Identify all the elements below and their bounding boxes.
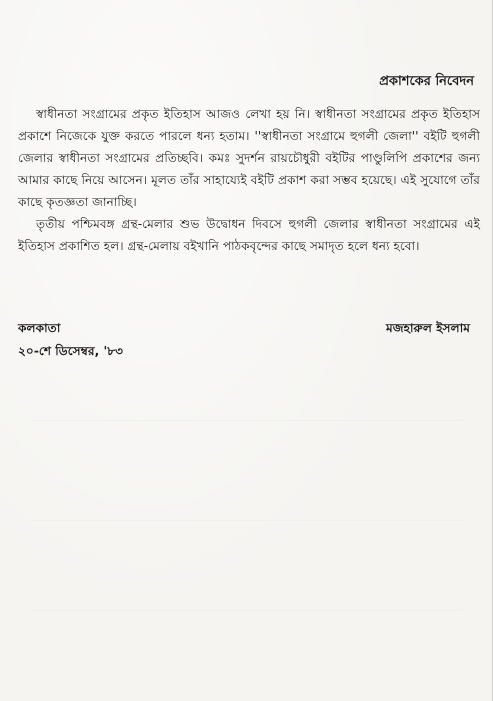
paragraph-1: স্বাধীনতা সংগ্রামের প্রকৃত ইতিহাস আজও লেখা হয় নি। স্বাধীনতা সংগ্রামের প্রকৃত ইতিহাস প্রকাশে নিজেকে যুক্ত করতে পারলে ধন্য হতাম। ''স্বাধীনতা সংগ্রামে হুগলী জেলা'' বইটি হুগলী জেলার স্বাধীনতা সংগ্রামের প্রতিচ্ছবি। কমঃ সুদর্শন রায়চৌধুরী বইটির পাণ্ডুলিপি প্রকাশের জন্য আমার কাছে নিয়ে আসেন। মূলত তাঁর সাহায্যেই বইটি প্রকাশ করা সম্ভব হয়েছে। এই সুযোগে তাঁর কাছে কৃতজ্ঞতা জানাচ্ছি। <box>18 107 480 209</box>
date-line: ২০-শে ডিসেম্বর, '৮৩ <box>18 344 124 358</box>
page-texture-line <box>30 610 462 611</box>
page-texture-line <box>30 420 462 421</box>
paragraph-2: তৃতীয় পশ্চিমবঙ্গ গ্রন্থ-মেলার শুভ উদ্বোধন দিবসে হুগলী জেলার স্বাধীনতা সংগ্রামের এই ইতিহাস প্রকাশিত হল। গ্রন্থ-মেলায় বইখানি পাঠকবৃন্দের কাছে সমাদৃত হলে ধন্য হবো। <box>18 217 480 253</box>
place-name: কলকাতা <box>18 321 61 335</box>
page-texture-line <box>30 520 462 521</box>
page-heading: প্রকাশকের নিবেদন <box>379 74 474 89</box>
body-text <box>18 103 480 257</box>
publisher-signature: মজহারুল ইসলাম <box>385 321 470 335</box>
